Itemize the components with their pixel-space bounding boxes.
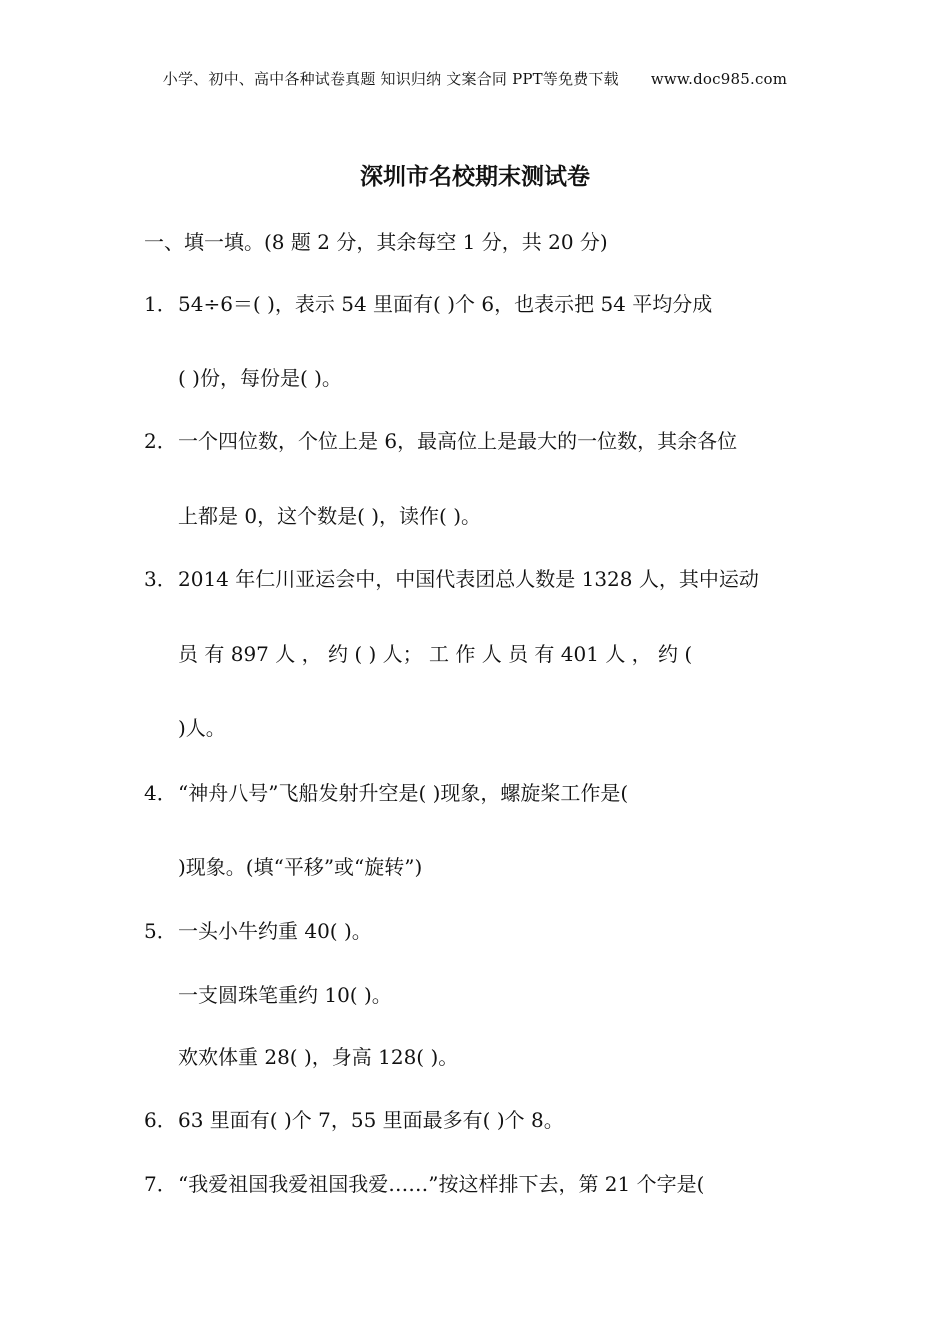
question-3-number: 3．: [144, 567, 177, 591]
section-heading: 一、填一填。(8 题 2 分，其余每空 1 分，共 20 分): [144, 230, 608, 254]
question-7-line-1: 7．“我爱祖国我爱祖国我爱……”按这样排下去，第 21 个字是(: [144, 1172, 705, 1196]
question-6-number: 6．: [144, 1108, 177, 1132]
header-url: www.doc985.com: [650, 70, 788, 88]
question-5-line-1: 5．一头小牛约重 40( )。: [144, 919, 372, 943]
question-7-number: 7．: [144, 1172, 177, 1196]
question-5-line-2: 一支圆珠笔重约 10( )。: [178, 983, 392, 1007]
question-2-line-2: 上都是 0，这个数是( )，读作( )。: [178, 504, 482, 528]
question-1-number: 1．: [144, 292, 177, 316]
question-6-line-1: 6．63 里面有( )个 7，55 里面最多有( )个 8。: [144, 1108, 564, 1132]
page-header: [0, 68, 950, 89]
question-3-line-2: 员 有 897 人 ， 约 ( ) 人； 工 作 人 员 有 401 人 ， 约 (: [178, 642, 693, 666]
question-3-line-1: 3．2014 年仁川亚运会中，中国代表团总人数是 1328 人，其中运动: [144, 567, 759, 591]
question-4-line-1: 4．“神舟八号”飞船发射升空是( )现象，螺旋桨工作是(: [144, 781, 629, 805]
question-1-line-2: ( )份，每份是( )。: [178, 366, 342, 390]
question-5-line-3: 欢欢体重 28( )，身高 128( )。: [178, 1045, 459, 1069]
question-4-number: 4．: [144, 781, 177, 805]
question-1-line-1: 1．54÷6＝( )，表示 54 里面有( )个 6，也表示把 54 平均分成: [144, 292, 713, 316]
header-banner: 小学、初中、高中各种试卷真题 知识归纳 文案合同 PPT等免费下载: [162, 70, 619, 88]
question-4-line-2: )现象。(填“平移”或“旋转”): [178, 855, 423, 879]
question-5-number: 5．: [144, 919, 177, 943]
question-2-line-1: 2．一个四位数，个位上是 6，最高位上是最大的一位数，其余各位: [144, 429, 738, 453]
question-2-number: 2．: [144, 429, 177, 453]
page-title: 深圳市名校期末测试卷: [360, 164, 590, 190]
question-3-line-3: )人。: [178, 716, 226, 740]
